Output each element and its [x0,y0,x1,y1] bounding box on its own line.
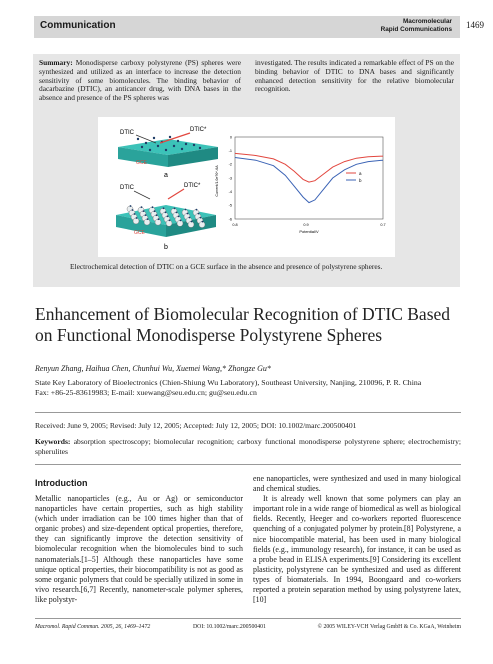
panel-a [118,127,218,179]
section-heading: Introduction [35,478,88,488]
journal-name-line1: Macromolecular [402,18,452,25]
dtic-molecule [143,210,145,212]
dtic-molecule [169,219,171,221]
footer-doi: DOI: 10.1002/marc.200500401 [193,624,266,630]
dtic-molecule [202,221,204,223]
dtic-molecule [199,147,201,149]
dtic-label-a: DTIC [120,130,134,136]
journal-name-line2: Rapid Communications [380,25,452,33]
panel-label-a: a [164,172,168,179]
dtic-molecule [165,149,167,151]
dtic-molecule [187,213,189,215]
dtic-molecule [185,143,187,145]
footer-citation: Macromol. Rapid Commun. 2005, 26, 1469–1472 [35,624,151,630]
dtic-molecule [193,144,195,146]
x-tick-label: 0.9 [303,223,309,227]
y-tick-label: -2 [228,162,232,167]
dtic-molecule [141,206,143,208]
dtic-star-label-b: DTIC* [184,183,201,189]
affiliation-block [35,378,465,397]
dtic-molecule [167,215,169,217]
body-column-left: Metallic nanoparticles (e.g., Au or Ag) or semiconductor nanoparticles have certain properties, such as high stability (which under irradiation can be 100 times higher than that of organic probes) and size-dependent optical properties, therefore, they can significantly improve the detection sensitivity of biomolecular recognition when the biomolecules bind to such nanomaterials.[1–5] Although these nanoparticles have some unique optical properties, their biocompatibility is not as good as some organic polymers that could be specially utilized in some in vivo research.[6,7] Recently, nanometer-scale polymer spheres, like polystyr- [35,494,243,604]
y-axis-label: Current/1.0e?0^-6A [215,165,219,197]
dtic-molecule [154,210,156,212]
y-tick-label: -1 [228,148,232,153]
polystyrene-sphere [199,222,205,228]
dtic-molecule [176,212,178,214]
dtic-molecule [141,146,143,148]
dtic-molecule [181,148,183,150]
reaction-arrow-b [168,189,184,199]
polystyrene-sphere [155,219,161,225]
affiliation: State Key Laboratory of Bioelectronics (Chien-Shiung Wu Laboratory), Southeast University, Nanjing, 210096, P. R. China [35,378,422,387]
dtic-molecule [132,209,134,211]
dtic-molecule [157,145,159,147]
x-axis-label: Potential/V [299,229,319,234]
x-tick-label: 0.7 [380,223,386,227]
panel-label-b: b [164,244,168,251]
summary-right: investigated. The results indicated a remarkable effect of PS on the binding behavior of DTIC to DNA bases and significantly enhanced detection sensitivity for the relative biomolecular recognition. [255,58,454,94]
dtic-molecule [153,137,155,139]
keywords [35,437,461,456]
figure-caption: Electrochemical detection of DTIC on a GCE surface in the absence and presence of polystyrene spheres. [70,262,383,271]
polystyrene-sphere [133,218,139,224]
dtic-molecule [173,145,175,147]
y-tick-label: -6 [228,217,232,222]
divider-bottom [35,464,461,465]
electrode-label-b: GCE [134,230,145,236]
dtic-molecule [158,218,160,220]
journal-name [381,18,452,33]
contact-line: Fax: +86-25-83619983; E-mail: xuewang@seu.edu.cn; gu@seu.edu.cn [35,387,257,397]
summary-text-left: Monodisperse carboxy polystyrene (PS) spheres were synthesized and utilized as an interface to increase the detection sensitivity of some biomolecules. The binding behavior of dacarbazine (DTIC), an anticancer drug, with DNA bases in the absence and presence of the PS spheres was [39,58,241,103]
dtic-molecule [147,218,149,220]
y-tick-label: -4 [228,189,232,194]
dtic-molecule [174,208,176,210]
dtic-molecule [137,138,139,140]
dtic-molecule [163,207,165,209]
section-label: Communication [40,20,116,31]
dtic-molecule [152,206,154,208]
electrode-label-a: GCE [136,160,147,166]
dtic-molecule [185,209,187,211]
body-column-right [253,474,461,605]
y-tick-label: 0 [229,135,232,140]
dtic-arrow-b [134,191,150,199]
y-tick-label: -3 [228,176,232,181]
article-title: Enhancement of Biomolecular Recognition of DTIC Based on Functional Monodisperse Polystyrene Spheres [35,304,451,345]
x-tick-labels [232,223,385,227]
abstract-figure [98,117,395,257]
dtic-molecule [156,214,158,216]
body-paragraph-2: It is already well known that some polymers can play an important role in a wide range of biomedical as well as biological fields. Recently, Heeger and co-workers reported fluorescence quenching of a conjugated polymer by protein.[8] Polystyrene, a nice biocompatible material, has been used in many biological fields (e.g., immunology research), for instance, it can be used as a probe bead in ELISA experiments.[9] Considering its excellent plasticity, polystyrene can be synthesized and used as different types of biomaterials. In 1994, Boongaard and co-workers reported a protein separation method by using polystyrene latex,[10] [253,494,461,605]
dtic-molecule [189,217,191,219]
keywords-label: Keywords: [35,437,71,446]
dtic-molecule [165,211,167,213]
keywords-text: absorption spectroscopy; biomolecular recognition; carboxy functional monodisperse polystyrene sphere; electrochemistry; spherulites [35,437,461,456]
footer-copyright: © 2005 WILEY-VCH Verlag GmbH & Co. KGaA, Weinheim [317,624,461,630]
dtic-molecule [196,209,198,211]
panel-b [116,183,216,251]
dtic-molecule [180,220,182,222]
summary-label: Summary: [39,58,73,67]
dtic-molecule [177,140,179,142]
polystyrene-sphere [144,219,150,225]
dtic-molecule [145,214,147,216]
voltammogram-chart [215,135,386,234]
figure-svg [98,117,395,257]
article-dates: Received: June 9, 2005; Revised: July 12, 2005; Accepted: July 12, 2005; DOI: 10.1002/marc.200500401 [35,421,357,430]
body-paragraph-1: ene nanoparticles, were synthesized and used in many biological and chemical studies. [253,474,461,494]
x-tick-label: 0.8 [232,223,238,227]
legend-label-a: a [359,171,362,176]
running-header [34,16,460,38]
dtic-star-label-a: DTIC* [190,127,207,133]
dtic-molecule [169,136,171,138]
dtic-molecule [145,142,147,144]
footer-rule [35,618,461,619]
polystyrene-sphere [188,222,194,228]
dtic-molecule [191,221,193,223]
page-number: 1469 [466,20,484,30]
dtic-molecule [178,216,180,218]
dtic-molecule [136,217,138,219]
legend [346,171,362,183]
dtic-molecule [130,205,132,207]
y-tick-label: -5 [228,203,232,208]
dtic-molecule [134,213,136,215]
divider-top [35,412,461,413]
author-list: Renyun Zhang, Haihua Chen, Chunhui Wu, Xuemei Wang,* Zhongze Gu* [35,364,271,373]
dtic-molecule [149,149,151,151]
dtic-molecule [200,217,202,219]
polystyrene-sphere [166,220,172,226]
polystyrene-sphere [177,220,183,226]
summary-left [39,59,241,103]
y-tick-labels [229,135,232,221]
dtic-molecule [198,213,200,215]
dtic-label-b: DTIC [120,185,134,191]
legend-label-b: b [359,178,362,183]
